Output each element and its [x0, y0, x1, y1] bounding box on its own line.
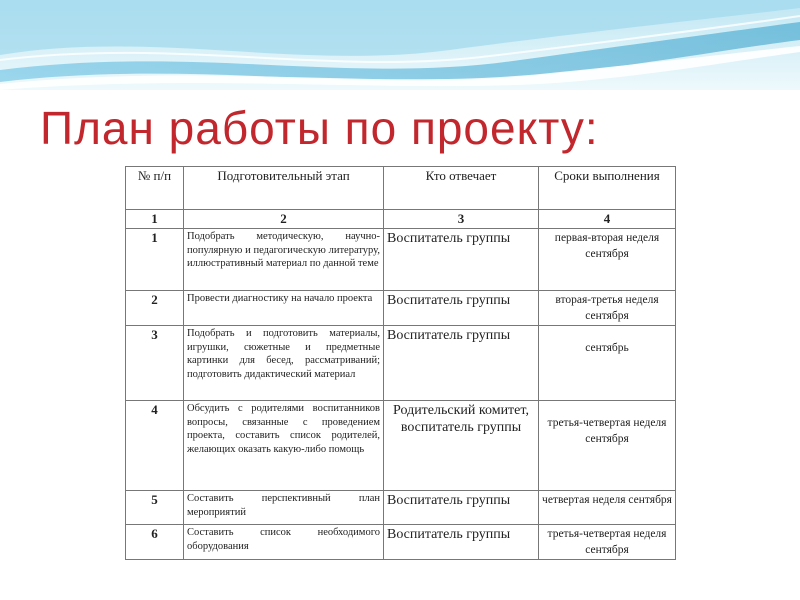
column-number-row [126, 210, 676, 229]
stage-cell: Подобрать и подготовить материалы, игрушки, сюжетные и предметные картинки для бесед, рассматриваний; подготовить дидактический материал [184, 326, 384, 401]
table-row [126, 401, 676, 491]
stage-cell: Провести диагностику на начало проекта [184, 291, 384, 326]
deadline-cell: третья-четвертая неделя сентября [539, 525, 676, 560]
table-header-row [126, 167, 676, 210]
row-number: 1 [126, 229, 184, 291]
row-number: 2 [126, 291, 184, 326]
row-number: 4 [126, 401, 184, 491]
column-header-deadline: Сроки выполнения [539, 167, 676, 210]
column-number: 4 [539, 210, 676, 229]
deadline-cell: третья-четвертая неделя сентября [539, 401, 676, 491]
stage-cell: Составить список необходимого оборудования [184, 525, 384, 560]
deadline-cell: вторая-третья неделя сентября [539, 291, 676, 326]
column-number: 3 [384, 210, 539, 229]
deadline-cell: сентябрь [539, 326, 676, 401]
responsible-cell: Воспитатель группы [384, 229, 539, 291]
column-number: 1 [126, 210, 184, 229]
column-header-responsible: Кто отвечает [384, 167, 539, 210]
responsible-cell: Воспитатель группы [384, 291, 539, 326]
table-row [126, 326, 676, 401]
row-number: 6 [126, 525, 184, 560]
stage-cell: Подобрать методическую, научно-популярную и педагогическую литературу, иллюстративный материал по данной теме [184, 229, 384, 291]
deadline-cell: четвертая неделя сентября [539, 491, 676, 525]
row-number: 5 [126, 491, 184, 525]
column-header-number: № п/п [126, 167, 184, 210]
column-header-stage: Подготовительный этап [184, 167, 384, 210]
deadline-cell: первая-вторая неделя сентября [539, 229, 676, 291]
table-row [126, 229, 676, 291]
table-row [126, 291, 676, 326]
responsible-cell: Воспитатель группы [384, 525, 539, 560]
row-number: 3 [126, 326, 184, 401]
responsible-cell: Воспитатель группы [384, 326, 539, 401]
responsible-cell: Родительский комитет, воспитатель группы [384, 401, 539, 491]
table-row [126, 525, 676, 560]
stage-cell: Обсудить с родителями воспитанников вопросы, связанные с проведением проекта, составить список родителей, желающих оказать какую-либо помощь [184, 401, 384, 491]
stage-cell: Составить перспективный план мероприятий [184, 491, 384, 525]
decorative-wave-banner [0, 0, 800, 90]
table-row [126, 491, 676, 525]
project-plan-table [125, 166, 676, 560]
page-title: План работы по проекту: [40, 102, 599, 154]
responsible-cell: Воспитатель группы [384, 491, 539, 525]
column-number: 2 [184, 210, 384, 229]
